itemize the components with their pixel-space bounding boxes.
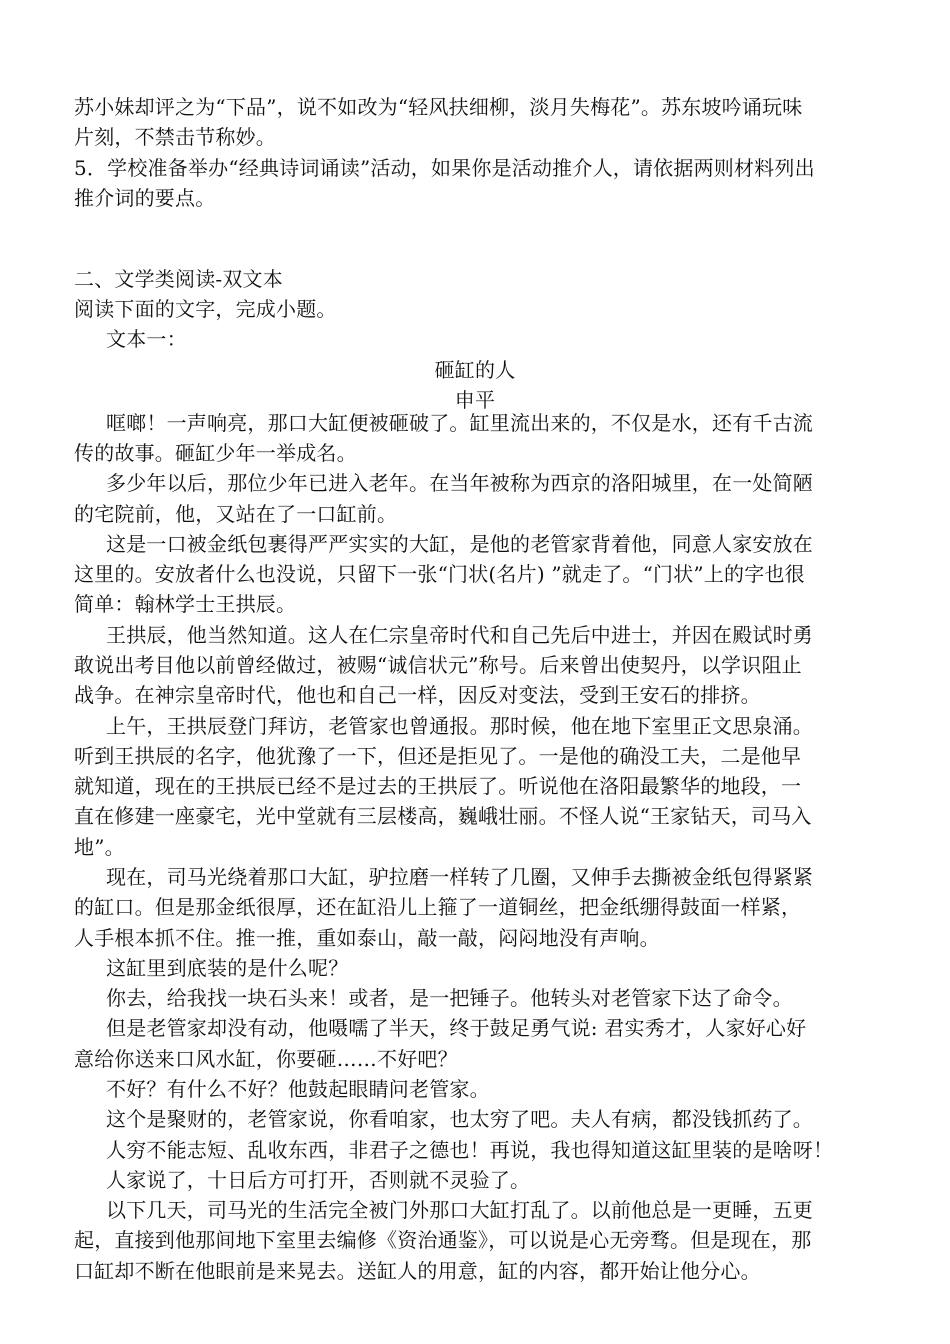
paragraph-line: 意给你送来口风水缸，你要砸……不好吧？ (74, 1047, 458, 1071)
paragraph-line: 直在修建一座豪宅，光中堂就有三层楼高，巍峨壮丽。不怪人说“王家钻天，司马入 (74, 804, 812, 828)
text-line: 苏小妹却评之为“下品”，说不如改为“轻风扶细柳，淡月失梅花”。苏东坡吟诵玩味 (74, 95, 803, 119)
paragraph-line: 地”。 (74, 835, 125, 859)
paragraph-line: 多少年以后，那位少年已进入老年。在当年被称为西京的洛阳城里，在一处简陋 (106, 471, 813, 495)
paragraph-line: 战争。在神宗皇帝时代，他也和自己一样，因反对变法，受到王安石的排挤。 (74, 683, 761, 707)
paragraph-line: 不好？有什么不好？他鼓起眼睛问老管家。 (106, 1077, 490, 1101)
paragraph-line: 以下几天，司马光的生活完全被门外那口大缸打乱了。以前他总是一更睡，五更 (106, 1198, 813, 1222)
paragraph-line: 哐啷！一声响亮，那口大缸便被砸破了。缸里流出来的，不仅是水，还有千古流 (106, 411, 813, 435)
paragraph-line: 上午，王拱辰登门拜访，老管家也曾通报。那时候，他在地下室里正文思泉涌。 (106, 714, 813, 738)
paragraph-line: 人家说了，十日后方可打开，否则就不灵验了。 (106, 1168, 531, 1192)
paragraph-line: 现在，司马光绕着那口大缸，驴拉磨一样转了几圈，又伸手去撕被金纸包得紧紧 (106, 865, 813, 889)
paragraph-line: 简单：翰林学士王拱辰。 (74, 592, 297, 616)
story-title: 砸缸的人 (434, 358, 516, 382)
story-author: 申平 (454, 388, 496, 412)
paragraph-line: 但是老管家却没有动，他嗫嚅了半天，终于鼓足勇气说: 君实秀才，人家好心好 (106, 1016, 807, 1040)
paragraph-line: 起，直接到他那间地下室里去编修《资治通鉴》，可以说是心无旁骛。但是现在，那 (74, 1228, 812, 1252)
paragraph-line: 你去，给我找一块石头来！或者，是一把锤子。他转头对老管家下达了命令。 (106, 986, 793, 1010)
paragraph-line: 这缸里到底装的是什么呢？ (106, 956, 349, 980)
paragraph-line: 的缸口。但是那金纸很厚，还在缸沿儿上箍了一道铜丝，把金纸绷得鼓面一样紧， (74, 895, 802, 919)
paragraph-line: 口缸却不断在他眼前是来晃去。送缸人的用意，缸的内容，都开始让他分心。 (74, 1259, 761, 1283)
paragraph-line: 听到王拱辰的名字，他犹豫了一下，但还是拒见了。一是他的确没工夫，二是他早 (74, 744, 802, 768)
paragraph-line: 的宅院前，他，又站在了一口缸前。 (74, 502, 398, 526)
paragraph-line: 传的故事。砸缸少年一举成名。 (74, 441, 357, 465)
paragraph-line: 人穷不能志短、乱收东西，非君子之德也！再说，我也得知道这缸里装的是啥呀！ (106, 1138, 834, 1162)
instruction: 阅读下面的文字，完成小题。 (74, 297, 337, 321)
paragraph-line: 人手根本抓不住。推一推，重如泰山，敲一敲，闷闷地没有声响。 (74, 926, 660, 950)
text-label: 文本一： (106, 327, 187, 351)
paragraph-line: 这个是聚财的，老管家说，你看咱家，也太穷了吧。夫人有病，都没钱抓药了。 (106, 1107, 813, 1131)
text-line: 推介词的要点。 (74, 186, 216, 210)
question-5: 5．学校准备举办“经典诗词诵读”活动，如果你是活动推介人，请依据两则材料列出 (74, 156, 815, 180)
text-line: 片刻，不禁击节称妙。 (74, 125, 276, 149)
section-heading: 二、文学类阅读-双文本 (74, 267, 283, 291)
paragraph-line: 这里的。安放者什么也没说，只留下一张“门状(名片) ”就走了。“门状”上的字也很 (74, 562, 805, 586)
paragraph-line: 就知道，现在的王拱辰已经不是过去的王拱辰了。听说他在洛阳最繁华的地段，一 (74, 774, 802, 798)
paragraph-line: 敢说出考目他以前曾经做过，被赐“诚信状元”称号。后来曾出使契丹，以学识阻止 (74, 653, 802, 677)
paragraph-line: 这是一口被金纸包裹得严严实实的大缸，是他的老管家背着他，同意人家安放在 (106, 532, 813, 556)
paragraph-line: 王拱辰，他当然知道。这人在仁宗皇帝时代和自己先后中进士，并因在殿试时勇 (106, 623, 813, 647)
